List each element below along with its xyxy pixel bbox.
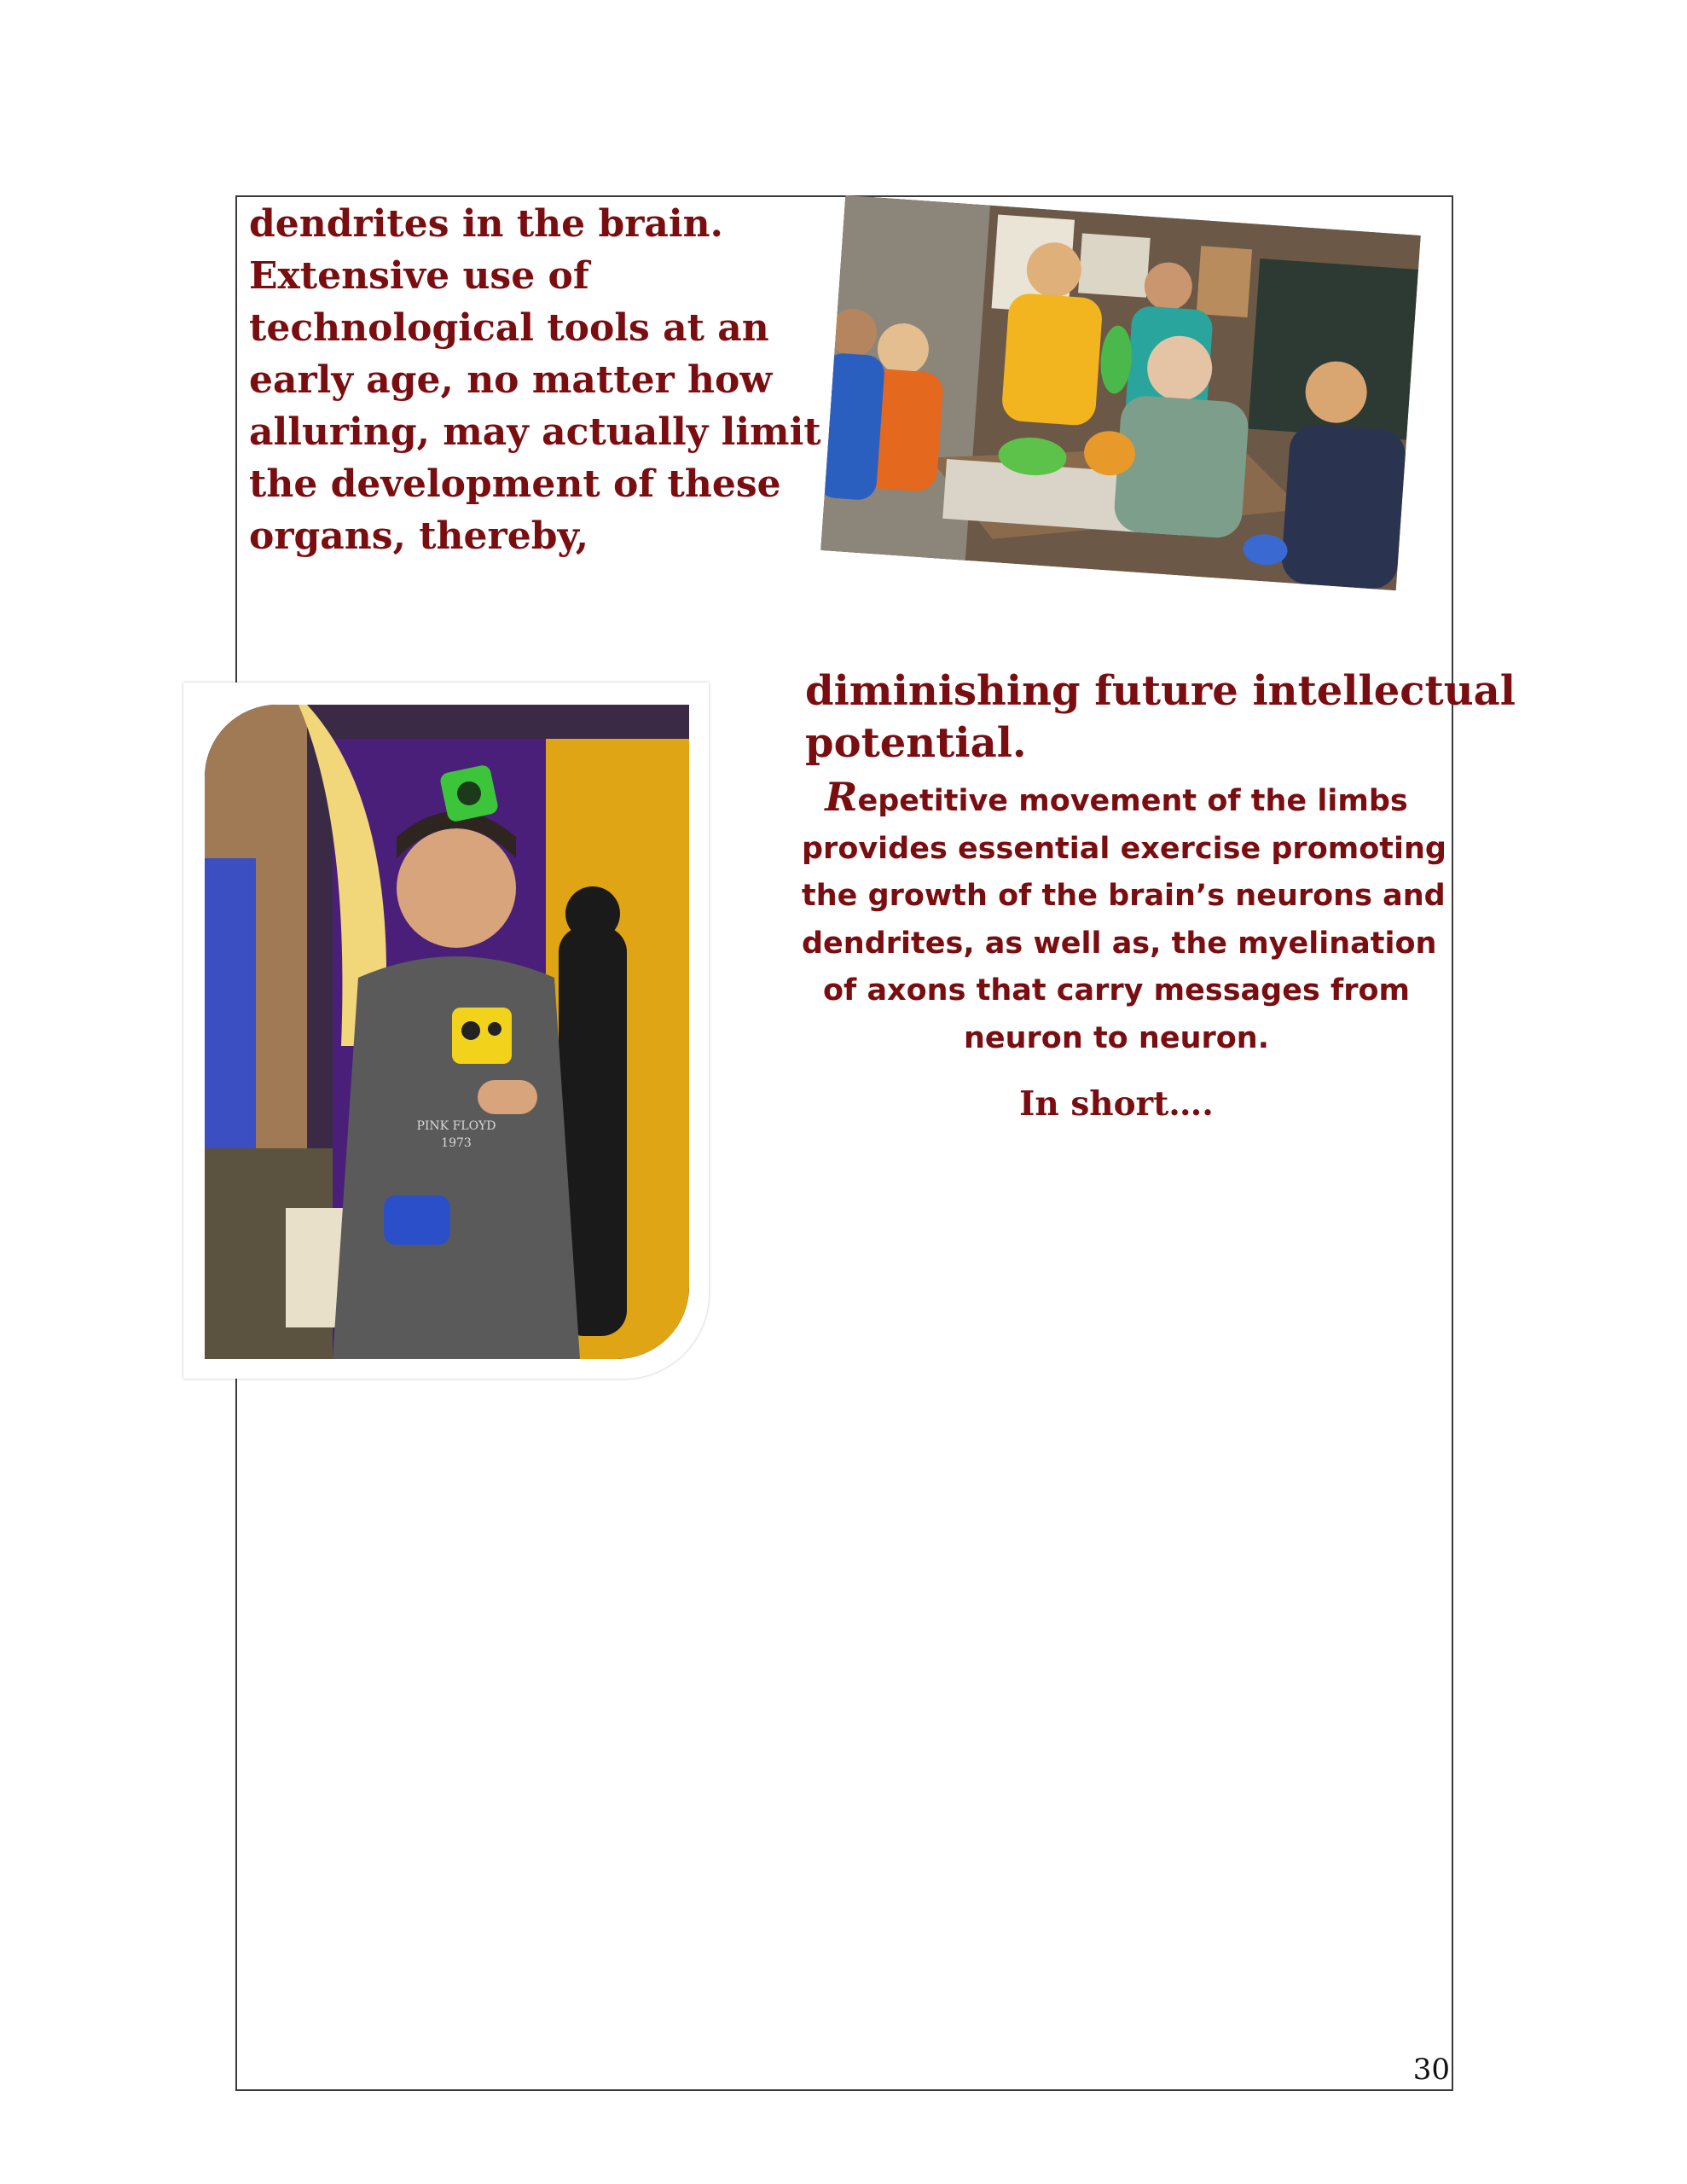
text-line: organs, thereby, [249,514,589,558]
page-number: 30 [1412,2053,1450,2087]
knitting-group-photo [820,195,1420,590]
knitting-group-illustration [820,195,1420,590]
text-line: Extensive use of [249,254,589,298]
juggler-photo [205,705,689,1359]
text-line: early age, no matter how [249,358,773,402]
body-paragraph-1 [249,198,838,562]
text-line: alluring, may actually limit [249,410,821,454]
text-line: the growth of the brain’s neurons and [802,879,1446,913]
text-line: provides essential exercise promoting [802,831,1446,866]
shirt-text: PINK FLOYD [416,1119,496,1133]
text-line: dendrites, as well as, the myelination [802,926,1437,961]
in-short-heading: In short…. [1019,1084,1214,1124]
text-line: technological tools at an [249,306,769,350]
dropcap-letter: R [825,774,858,820]
text-line-rest: epetitive movement of the limbs [857,784,1408,818]
text-line: of axons that carry messages from [822,973,1410,1008]
juggler-illustration [205,705,689,1359]
text-line: diminishing future intellectual [805,667,1516,715]
body-paragraph-2 [805,665,1516,770]
text-line-first [802,774,1431,826]
text-line: neuron to neuron. [963,1020,1270,1055]
text-line: potential. [805,719,1027,767]
text-line: dendrites in the brain. [249,202,723,246]
text-line: the development of these [249,462,781,506]
shirt-year: 1973 [441,1136,472,1150]
body-paragraph-3 [802,774,1446,1062]
